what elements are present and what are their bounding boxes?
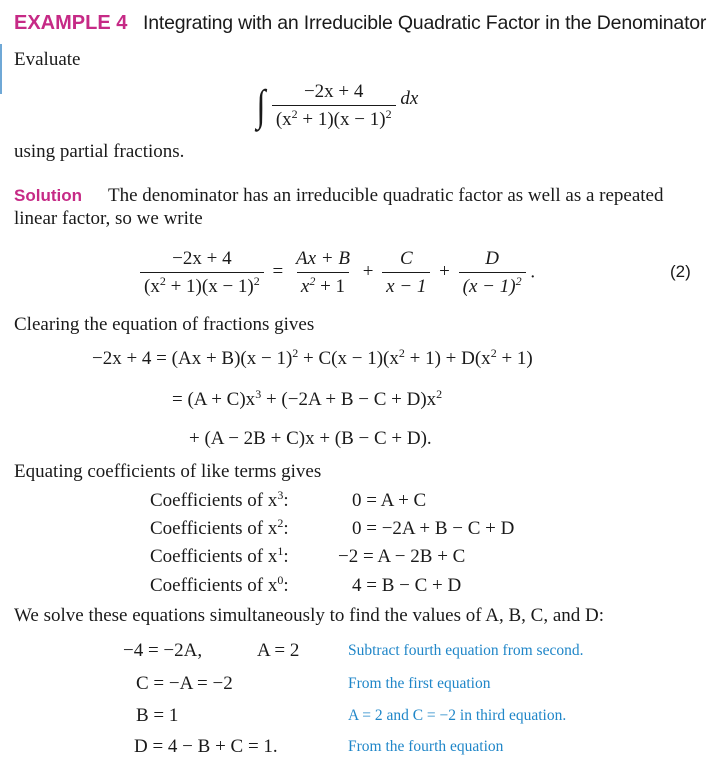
solve-note-2: From the first equation <box>348 675 491 692</box>
coef-colon: : <box>283 518 289 539</box>
solve-note-1: Subtract fourth equation from second. <box>348 642 584 659</box>
rhs1-den-base: x <box>300 276 310 297</box>
equation-number: (2) <box>670 262 691 281</box>
coef-label: Coefficients of x <box>150 575 278 596</box>
clearing-l1-exp-2: 2 <box>398 346 405 360</box>
solve-row-1-eq2: A = 2 <box>257 640 300 661</box>
lhs-den-exp-2: 2 <box>253 274 260 288</box>
rhs3-den-exp: 2 <box>515 274 522 288</box>
rhs2-denominator: x − 1 <box>382 272 430 298</box>
coef-colon: : <box>283 546 289 567</box>
solve-row-2-eq: C = −A = −2 <box>136 673 233 694</box>
clearing-line-2 <box>172 389 442 411</box>
coef-label: Coefficients of x <box>150 518 278 539</box>
using-partial-fractions-text: using partial fractions. <box>14 141 185 162</box>
lhs-fraction <box>140 248 264 298</box>
equals-sign: = <box>272 261 284 283</box>
rhs3-denominator <box>459 272 526 298</box>
plus-sign-1: + <box>362 261 374 283</box>
plus-sign-2: + <box>439 261 450 283</box>
equation-period: . <box>530 261 536 283</box>
coef-eq-1: −2 = A − 2B + C <box>338 546 466 567</box>
lhs-denominator <box>140 272 264 298</box>
solve-intro: We solve these equations simultaneously to find the values of A, B, C, and D: <box>14 605 605 626</box>
coefficients-intro: Equating coefficients of like terms gives <box>14 461 322 482</box>
lhs-den-middle: + 1)(x − 1) <box>165 276 254 297</box>
coef-eq-2: 0 = −2A + B − C + D <box>352 518 515 539</box>
solve-note-4: From the fourth equation <box>348 738 504 755</box>
clearing-line-1 <box>92 348 533 370</box>
solve-note-3: A = 2 and C = −2 in third equation. <box>348 707 567 724</box>
coef-colon: : <box>283 490 289 511</box>
clearing-l2-exp-3: 3 <box>255 387 262 401</box>
integral-numerator: −2x + 4 <box>303 80 364 102</box>
clearing-intro: Clearing the equation of fractions gives <box>14 314 315 335</box>
coef-label: Coefficients of x <box>150 490 278 511</box>
clearing-l1-d: + 1) <box>496 348 533 369</box>
example-label: EXAMPLE 4 <box>14 12 128 34</box>
margin-rule <box>0 44 2 94</box>
coef-eq-0: 4 = B − C + D <box>352 575 462 596</box>
solve-row-4-eq: D = 4 − B + C = 1. <box>134 736 278 757</box>
clearing-l1-b: + C(x − 1)(x <box>298 348 399 369</box>
solve-row-3-eq: B = 1 <box>136 705 179 726</box>
evaluate-text: Evaluate <box>14 49 81 70</box>
lhs-den-exp-1: 2 <box>159 274 166 288</box>
den-exp-2: 2 <box>385 106 392 121</box>
clearing-line-3 <box>189 428 432 450</box>
rhs1-fraction <box>292 248 354 298</box>
coef-row-2 <box>150 518 289 540</box>
rhs3-fraction <box>459 248 526 298</box>
solution-text-2: linear factor, so we write <box>14 208 203 229</box>
solution-label: Solution <box>14 186 82 205</box>
coef-row-1 <box>150 546 289 568</box>
example-title: Integrating with an Irreducible Quadratic Factor in the Denominator <box>143 12 707 34</box>
clearing-l1-exp-1: 2 <box>292 346 299 360</box>
coef-exp: 0 <box>277 573 284 587</box>
den-exp-1: 2 <box>291 106 298 121</box>
coef-row-0 <box>150 575 289 597</box>
lhs-numerator: −2x + 4 <box>172 248 232 269</box>
partial-fraction-equation <box>140 248 535 298</box>
solve-row-1-eq1: −4 = −2A, <box>123 640 203 661</box>
clearing-l2-exp-2: 2 <box>436 387 443 401</box>
clearing-l1-exp-3: 2 <box>490 346 497 360</box>
rhs2-fraction <box>382 248 430 298</box>
coef-exp: 3 <box>277 488 284 502</box>
rhs1-numerator: Ax + B <box>295 248 350 269</box>
den-middle: + 1)(x − 1) <box>297 108 386 130</box>
rhs1-denominator <box>297 272 349 298</box>
coef-colon: : <box>283 575 289 596</box>
clearing-l3: + (A − 2B + C)x + (B − C + D). <box>189 428 432 449</box>
coef-exp: 2 <box>277 516 284 530</box>
clearing-l1-a: −2x + 4 = (Ax + B)(x − 1) <box>92 348 293 369</box>
rhs2-numerator: C <box>399 248 413 269</box>
den-left: (x <box>275 108 292 130</box>
integral-expression <box>255 80 418 131</box>
rhs3-den-base: (x − 1) <box>462 276 516 297</box>
coef-row-3 <box>150 490 289 512</box>
integral-sign: ∫ <box>256 81 266 130</box>
lhs-den-left: (x <box>144 276 160 297</box>
coef-eq-3: 0 = A + C <box>352 490 427 511</box>
clearing-l2-b: + (−2A + B − C + D)x <box>261 389 437 410</box>
coef-exp: 1 <box>277 544 284 558</box>
clearing-l1-c: + 1) + D(x <box>404 348 491 369</box>
integral-dx: dx <box>400 87 419 109</box>
rhs1-den-rest: + 1 <box>315 276 346 297</box>
clearing-l2-a: = (A + C)x <box>172 389 256 410</box>
rhs3-numerator: D <box>485 248 499 269</box>
integral-fraction <box>272 81 396 131</box>
integral-denominator <box>272 105 396 131</box>
rhs1-den-exp: 2 <box>309 274 316 288</box>
solution-text-1: The denominator has an irreducible quadratic factor as well as a repeated <box>108 185 664 206</box>
coef-label: Coefficients of x <box>150 546 278 567</box>
